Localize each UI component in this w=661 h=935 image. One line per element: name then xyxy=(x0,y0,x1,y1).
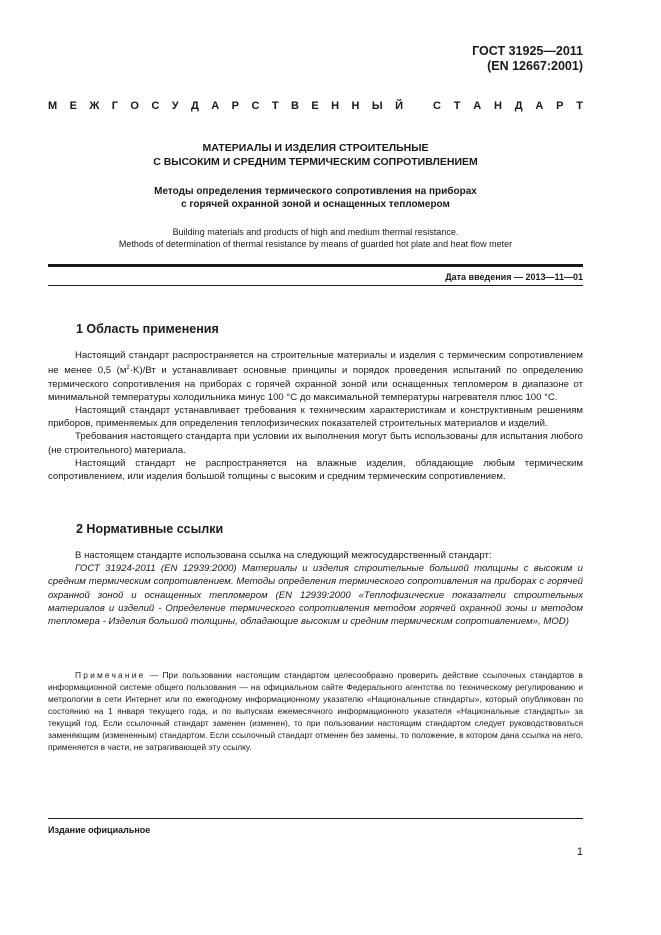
banner-letter: Д xyxy=(514,100,523,112)
banner-word-2 xyxy=(433,100,583,112)
banner-letter: У xyxy=(171,100,179,112)
note-lead: Примечание xyxy=(75,670,146,680)
banner-letter: А xyxy=(535,100,544,112)
thin-divider xyxy=(48,285,583,286)
banner-letter: М xyxy=(48,100,58,112)
banner-letter: Т xyxy=(453,100,461,112)
section-2-heading: 2 Нормативные ссылки xyxy=(76,522,224,536)
banner-letter: Е xyxy=(69,100,77,112)
banner-letter: В xyxy=(290,100,299,112)
english-title xyxy=(48,226,583,250)
document-subtitle xyxy=(48,185,583,211)
banner-letter: Ы xyxy=(371,100,383,112)
banner-letter: Ж xyxy=(89,100,100,112)
banner-letter: С xyxy=(433,100,441,112)
banner-letter: С xyxy=(251,100,260,112)
reference-paragraph: ГОСТ 31924-2011 (EN 12939:2000) Материалы и изделия строительные большой толщины с высоким и средним термическим сопротивлением. Методы определения термического сопротивления на приборах с горячей охранной зоной и оснащенных тепломером (EN 12939:2000 «Теплофизические показатели строительных материалов и изделий - Определение термического сопротивления методом горячей охранной зоны и методом тепломера - Изделия большой толщины, обладающие высоким и средним термическим сопротивлением», MOD) xyxy=(48,563,583,628)
banner-letter: Д xyxy=(191,100,199,112)
paragraph: Требования настоящего стандарта при условии их выполнения могут быть использованы для испытания любого (не строительного) материала. xyxy=(48,431,583,456)
doc-number: ГОСТ 31925—2011 xyxy=(472,44,583,58)
banner-letter: Н xyxy=(331,100,340,112)
subtitle-line-2: с горячей охранной зоной и оснащенных тепломером xyxy=(181,199,450,210)
banner-word-1 xyxy=(48,100,403,112)
banner-letter: Р xyxy=(231,100,240,112)
interstate-standard-banner xyxy=(48,100,583,112)
footer-divider xyxy=(48,818,583,819)
banner-letter: Р xyxy=(556,100,564,112)
official-edition-label: Издание официальное xyxy=(48,825,151,835)
paragraph: В настоящем стандарте использована ссылка на следующий межгосударственный стандарт: xyxy=(75,550,492,561)
english-title-line-1: Building materials and products of high and medium thermal resistance. xyxy=(172,227,459,237)
document-code xyxy=(472,44,583,74)
banner-letter: Т xyxy=(271,100,279,112)
section-1-heading: 1 Область применения xyxy=(76,322,219,336)
thick-divider xyxy=(48,264,583,267)
title-line-1: МАТЕРИАЛЫ И ИЗДЕЛИЯ СТРОИТЕЛЬНЫЕ xyxy=(202,142,429,154)
section-1-body xyxy=(48,349,583,483)
banner-letter: Г xyxy=(111,100,118,112)
banner-letter: Т xyxy=(576,100,583,112)
english-title-line-2: Methods of determination of thermal resistance by means of guarded hot plate and heat flow meter xyxy=(118,239,513,249)
note-block xyxy=(48,669,583,753)
banner-letter: С xyxy=(151,100,160,112)
banner-letter: О xyxy=(130,100,139,112)
subtitle-line-1: Методы определения термического сопротивления на приборах xyxy=(154,186,477,197)
banner-letter: Е xyxy=(311,100,319,112)
section-2-body xyxy=(48,549,583,628)
note-text: — При пользовании настоящим стандартом целесообразно проверить действие ссылочных стандартов в информационной системе общего пользования — на официальном сайте Федерального агентства по техническому регулированию и метрологии в сети Интернет или по ежегодному информационному указателю «Национальные стандарты», который опубликован по состоянию на 1 января текущего года, и по выпускам ежемесячного информационного указателя «Национальные стандарты» за текущий год. Если ссылочный стандарт заменен (изменен), то при пользовании настоящим стандартом следует руководствоваться заменяющим (измененным) стандартом. Если ссылочный стандарт отменен без замены, то положение, в котором дана ссылка на него, применяется в части, не затрагивающей эту ссылку. xyxy=(48,670,583,752)
title-line-2: С ВЫСОКИМ И СРЕДНИМ ТЕРМИЧЕСКИМ СОПРОТИВЛЕНИЕМ xyxy=(153,156,478,168)
banner-letter: Й xyxy=(395,100,403,112)
introduction-date: Дата введения — 2013—11—01 xyxy=(445,272,583,282)
paragraph: Настоящий стандарт устанавливает требования к техническим характеристикам и конструктивным решениям приборов, применяемых для определения теплофизических показателей строительных материалов и изделий. xyxy=(48,405,583,430)
document-title xyxy=(48,141,583,169)
page-number: 1 xyxy=(576,846,583,858)
doc-number-en: (EN 12667:2001) xyxy=(487,59,583,73)
banner-letter: А xyxy=(473,100,482,112)
banner-letter: А xyxy=(211,100,220,112)
paragraph: Настоящий стандарт распространяется на строительные материалы и изделия с термическим сопротивлением не менее 0,5 $(м^2\cdot K)/Вт$ и устанавливает основные принципы и порядок проведения испытаний по определению термического сопротивления на приборах с горячей охранной зоной или оснащенных тепломером в диапазоне от минимальной температуры холодильника минус 100 °С до максимальной температуры нагревателя плюс 100 °С. xyxy=(48,350,583,403)
paragraph: Настоящий стандарт не распространяется на влажные изделия, обладающие любым термическим сопротивлением, или изделия большой толщины с высоким и средним термическим сопротивлением. xyxy=(48,457,583,483)
banner-letter: Н xyxy=(493,100,502,112)
banner-letter: Н xyxy=(351,100,360,112)
